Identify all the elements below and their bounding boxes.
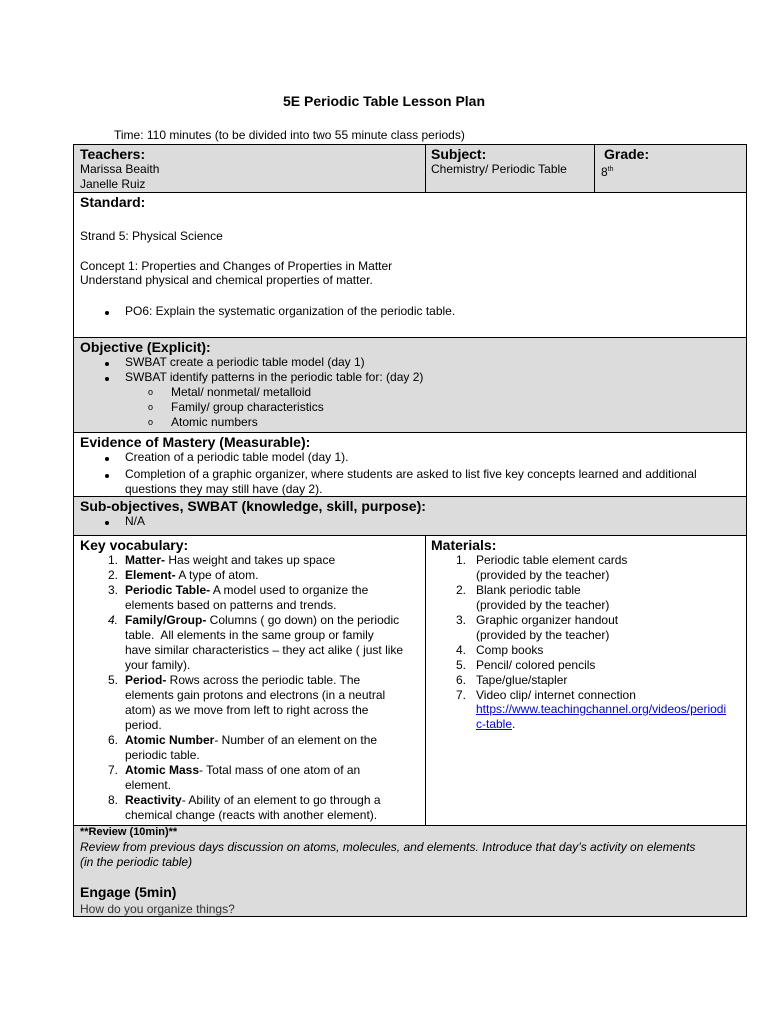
sub-bullet-icon: o (148, 417, 154, 427)
time-note: Time: 110 minutes (to be divided into two 55 minute class periods) (114, 128, 465, 142)
concept-description: Understand physical and chemical properties of matter. (80, 273, 373, 287)
review-text: (in the periodic table) (80, 855, 193, 869)
sub-bullet-icon: o (148, 387, 154, 397)
vocab-definition: elements based on patterns and trends. (125, 598, 337, 612)
vocab-item-line (125, 673, 360, 688)
materials-item-line: Pencil/ colored pencils (476, 658, 596, 672)
vocab-definition: chemical change (reacts with another element). (125, 808, 378, 822)
vocab-number: 7. (107, 763, 118, 777)
evidence-label: Evidence of Mastery (Measurable): (80, 434, 311, 450)
document-title: 5E Periodic Table Lesson Plan (282, 93, 486, 109)
vocab-definition: Columns ( go down) on the periodic (206, 613, 400, 627)
header-row (73, 144, 747, 193)
strand-text: Strand 5: Physical Science (80, 229, 223, 243)
grade-label: Grade: (604, 146, 650, 162)
vocab-item-line (125, 688, 385, 703)
materials-item-line: (provided by the teacher) (476, 568, 610, 582)
bullet-icon (105, 377, 109, 381)
sub-bullet-icon: o (148, 402, 154, 412)
materials-number: 6. (455, 673, 466, 687)
materials-number: 7. (455, 688, 466, 702)
bullet-icon (105, 457, 109, 461)
vocab-item-line (125, 643, 403, 658)
engage-text: How do you organize things? (80, 902, 235, 916)
standard-label: Standard: (80, 194, 146, 210)
materials-number: 4. (455, 643, 466, 657)
materials-item-line: (provided by the teacher) (476, 598, 610, 612)
vocab-definition: Has weight and takes up space (165, 553, 336, 567)
vocab-definition: - Ability of an element to go through a (181, 793, 381, 807)
vocab-definition: - Number of an element on the (214, 733, 378, 747)
teacher-name: Marissa Beaith (80, 162, 160, 176)
vocab-term: Periodic Table- (125, 583, 211, 597)
subject-value: Chemistry/ Periodic Table (431, 162, 567, 176)
vocab-definition: period. (125, 718, 162, 732)
subobjectives-item: N/A (125, 514, 146, 528)
review-engage-row (73, 825, 747, 917)
vocab-term: Matter- (125, 553, 166, 567)
teacher-name: Janelle Ruiz (80, 177, 146, 191)
objective-subitem: Metal/ nonmetal/ metalloid (171, 385, 312, 399)
objective-item: SWBAT create a periodic table model (day 1) (125, 355, 365, 369)
materials-item-line: Blank periodic table (476, 583, 581, 597)
materials-item-line: Tape/glue/stapler (476, 673, 568, 687)
bullet-icon (105, 474, 109, 478)
vocab-item-line (125, 568, 258, 583)
evidence-item: questions they may still have (day 2). (125, 482, 323, 496)
materials-item-line: Comp books (476, 643, 544, 657)
review-text: Review from previous days discussion on atoms, molecules, and elements. Introduce that day’s activity on elements (80, 840, 696, 854)
vocab-definition: atom) as we move from left to right across the (125, 703, 369, 717)
video-link-text[interactable]: https://www.teachingchannel.org/videos/periodi (476, 702, 727, 716)
vocab-item-line (125, 718, 162, 733)
vocab-item-line (125, 553, 335, 568)
vocab-definition: have similar characteristics – they act alike ( just like (125, 643, 404, 657)
subject-label: Subject: (431, 146, 487, 162)
standard-row (73, 192, 747, 338)
vocab-item-line (125, 733, 377, 748)
materials-number: 2. (455, 583, 466, 597)
concept-text: Concept 1: Properties and Changes of Properties in Matter (80, 259, 393, 273)
vocab-materials-row (73, 535, 747, 826)
vocab-definition: table. All elements in the same group or family (125, 628, 374, 642)
grade-cell (594, 145, 747, 192)
vocab-item-line (125, 628, 374, 643)
vocab-definition: periodic table. (125, 748, 200, 762)
vocab-item-line (125, 598, 336, 613)
vocab-term: Atomic Mass (125, 763, 200, 777)
evidence-row (73, 432, 747, 497)
materials-item-line: Video clip/ internet connection (476, 688, 636, 702)
vocab-number: 2. (107, 568, 118, 582)
vocab-number: 1. (107, 553, 118, 567)
materials-item-line: Graphic organizer handout (476, 613, 619, 627)
vocab-definition: A type of atom. (175, 568, 259, 582)
vocab-item-line (125, 583, 368, 598)
vocab-term: Element- (125, 568, 176, 582)
objective-label: Objective (Explicit): (80, 339, 211, 355)
grade-value: 8th (601, 165, 614, 179)
vocab-number: 5. (107, 673, 118, 687)
subobjectives-row (73, 496, 747, 536)
objective-subitem: Family/ group characteristics (171, 400, 324, 414)
vocab-item-line (125, 808, 377, 823)
vocab-term: Atomic Number (125, 733, 215, 747)
vocab-definition: your family). (125, 658, 191, 672)
vocab-definition: element. (125, 778, 172, 792)
materials-number: 3. (455, 613, 466, 627)
objective-item: SWBAT identify patterns in the periodic table for: (day 2) (125, 370, 424, 384)
bullet-icon (105, 311, 109, 315)
vocab-item-line (125, 748, 200, 763)
vocab-definition: - Total mass of one atom of an (199, 763, 361, 777)
vocab-item-line (125, 763, 360, 778)
vocab-definition: Rows across the periodic table. The (166, 673, 361, 687)
vocab-number: 4. (107, 613, 118, 627)
vocab-item-line (125, 613, 399, 628)
engage-label: Engage (5min) (80, 884, 177, 900)
vocab-term: Family/Group- (125, 613, 207, 627)
vocab-number: 3. (107, 583, 118, 597)
vocab-term: Reactivity (125, 793, 182, 807)
objective-subitem: Atomic numbers (171, 415, 258, 429)
materials-label: Materials: (431, 537, 497, 553)
materials-item-line: Periodic table element cards (476, 553, 628, 567)
video-link[interactable] (476, 717, 515, 732)
po-text: PO6: Explain the systematic organization of the periodic table. (125, 304, 456, 318)
vocab-term: Period- (125, 673, 167, 687)
vocab-number: 6. (107, 733, 118, 747)
vocab-number: 8. (107, 793, 118, 807)
vocab-definition: elements gain protons and electrons (in a neutral (125, 688, 386, 702)
objective-row (73, 337, 747, 433)
materials-number: 5. (455, 658, 466, 672)
materials-number: 1. (455, 553, 466, 567)
evidence-item: Completion of a graphic organizer, where students are asked to list five key concepts learned and additional (125, 467, 697, 481)
vocab-label: Key vocabulary: (80, 537, 189, 553)
vocab-definition: A model used to organize the (210, 583, 369, 597)
vocab-item-line (125, 793, 381, 808)
vocab-item-line (125, 703, 368, 718)
review-label: **Review (10min)** (80, 826, 178, 838)
vocab-item-line (125, 658, 190, 673)
bullet-icon (105, 362, 109, 366)
evidence-item: Creation of a periodic table model (day 1). (125, 450, 349, 464)
bullet-icon (105, 521, 109, 525)
materials-item-line: (provided by the teacher) (476, 628, 610, 642)
link-period: . (512, 717, 516, 731)
subobjectives-label: Sub-objectives, SWBAT (knowledge, skill, purpose): (80, 498, 426, 514)
subject-cell (425, 145, 595, 192)
vocab-item-line (125, 778, 171, 793)
teachers-label: Teachers: (80, 146, 146, 162)
video-link[interactable] (476, 702, 726, 717)
video-link-text[interactable]: c-table (476, 717, 513, 731)
materials-cell (425, 536, 747, 825)
